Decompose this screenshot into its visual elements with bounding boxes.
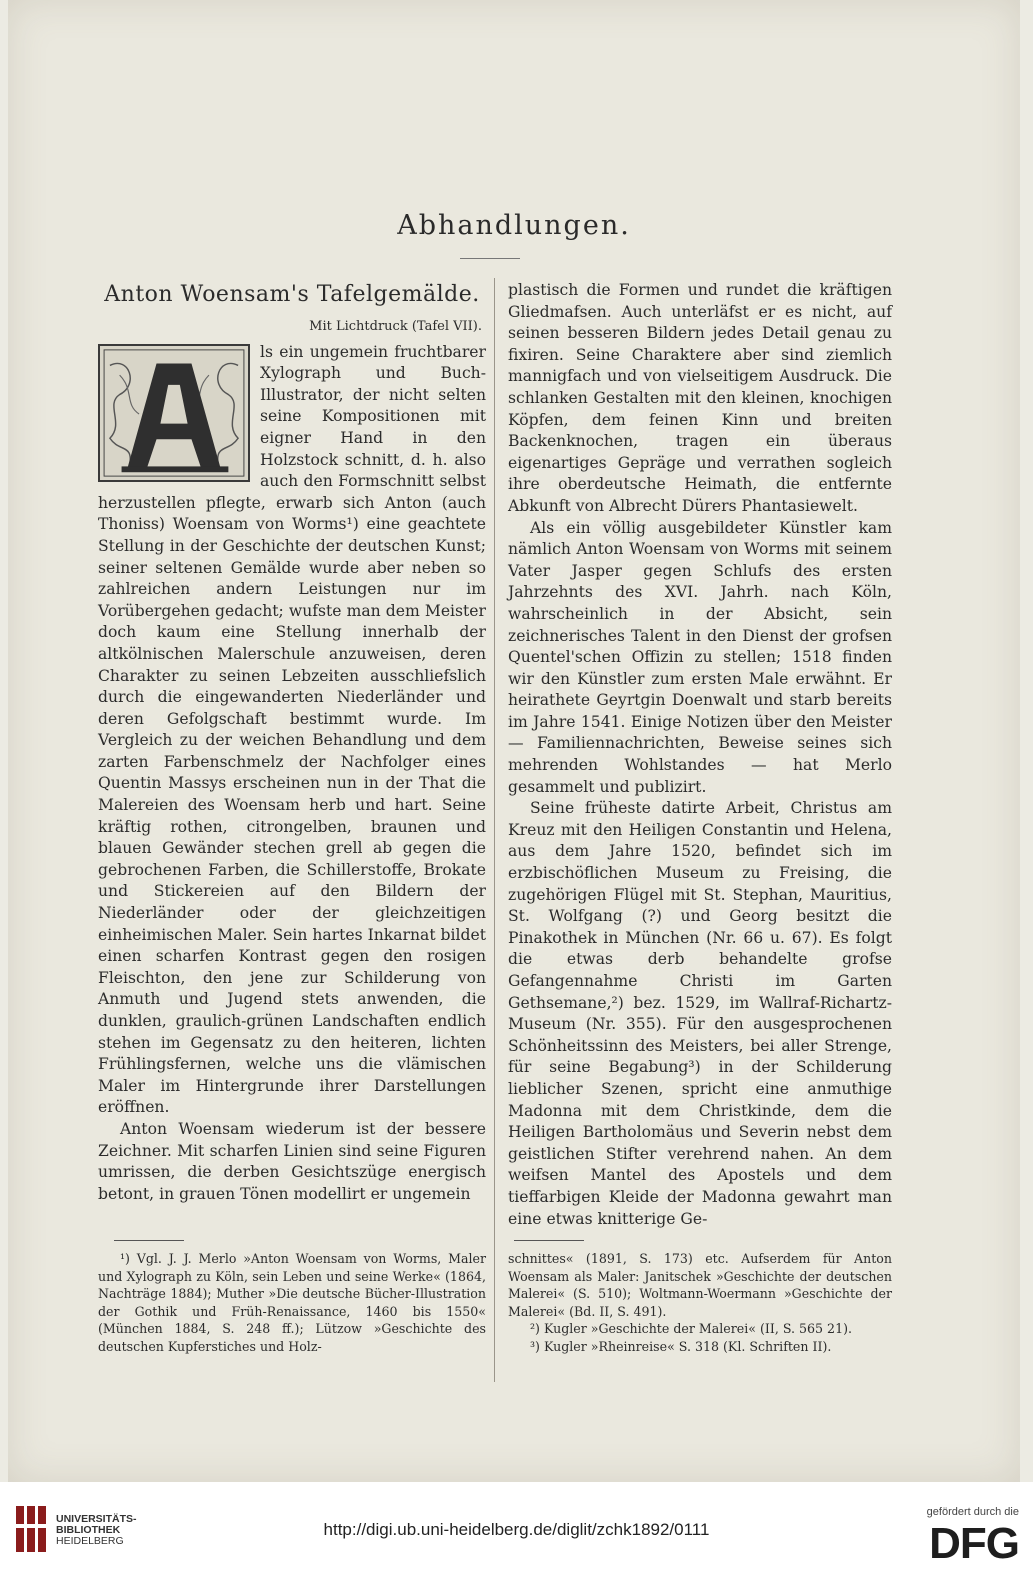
dfg-logo: DFG <box>929 1519 1019 1568</box>
document-page <box>8 0 1020 1482</box>
body-paragraph: plastisch die Formen und rundet die kräftigen Gliedmafsen. Auch unterläfst er es nicht, auf seinen besseren Bildern jedes Detail genau zu fixiren. Seine Charaktere aber sind ziemlich mannigfach und von vielseitigem Ausdruck. Die schlanken Gestalten mit den kleinen, knochigen Köpfen, dem feinen Kinn und breiten Backenknochen, tragen ein überaus eigenartiges Gepräge und verrathen sogleich ihre oberdeutsche Heimath, die entfernte Abkunft von Albrecht Dürers Phantasiewelt. <box>508 281 892 515</box>
footnote: ³) Kugler »Rheinreise« S. 318 (Kl. Schriften II). <box>530 1338 832 1354</box>
footnote-rule <box>114 1240 184 1241</box>
funding-caption: gefördert durch die <box>926 1506 1019 1518</box>
left-column <box>98 280 486 1205</box>
library-line: UNIVERSITÄTS- <box>56 1513 137 1525</box>
column-divider <box>494 278 495 1382</box>
footnote: schnittes« (1891, S. 173) etc. Aufserdem für Anton Woensam als Maler: Janitschek »Geschichte der deutschen Malerei« (S. 510); Woltmann-Woermann »Geschichte der Malerei« (Bd. II, S. 491). <box>508 1251 892 1319</box>
permalink-url[interactable]: http://digi.ub.uni-heidelberg.de/diglit/zchk1892/0111 <box>323 1520 710 1539</box>
footnotes-left <box>98 1250 486 1356</box>
decorated-initial-icon <box>98 344 250 482</box>
footnote: ¹) Vgl. J. J. Merlo »Anton Woensam von Worms, Maler und Xylograph zu Köln, sein Leben und seine Werke« (1864, Nachträge 1884); Muther »Die deutsche Bücher-Illustration der Gothik und Früh-Renaissance, 1460 bis 1550« (München 1884, S. 248 ff.); Lützow »Geschichte des deutschen Kupferstiches und Holz- <box>98 1251 486 1354</box>
library-line: BIBLIOTHEK <box>56 1524 121 1536</box>
library-line: HEIDELBERG <box>56 1535 124 1547</box>
right-column <box>508 280 892 1230</box>
section-heading: Abhandlungen. <box>397 210 631 241</box>
body-paragraph: Seine früheste datirte Arbeit, Christus am Kreuz mit den Heiligen Constantin und Helena, aus dem Jahre 1520, befindet sich im erzbischöflichen Museum zu Freising, die zugehörigen Flügel mit St. Stephan, Mauritius, St. Wolfgang (?) und Georg besitzt die Pinakothek in München (Nr. 66 u. 67). Es folgt die etwas derb behandelte grofse Gefangennahme Christi im Garten Gethsemane,²) bez. 1529, im Wallraf-Richartz-Museum (Nr. 355). Für den ausgesprochenen Schönheitssinn des Meisters, bei aller Strenge, für seine Begabung³) in der Schilderung lieblicher Szenen, spricht eine anmuthige Madonna mit dem Christkinde, dem die Heiligen Bartholomäus und Severin nebst dem geistlichen Stifter verehrend nahen. An dem weifsen Mantel des Apostels und dem tieffarbigen Kleide der Madonna gewahrt man eine etwas knitterige Ge- <box>508 799 892 1228</box>
article-subtitle: Mit Lichtdruck (Tafel VII). <box>309 319 482 334</box>
article-title: Anton Woensam's Tafelgemälde. <box>104 282 480 307</box>
footnotes-right <box>508 1250 892 1356</box>
body-paragraph: Anton Woensam wiederum ist der bessere Zeichner. Mit scharfen Linien sind seine Figuren umrissen, die derben Gesichtszüge energisch betont, in grauen Tönen modellirt er ungemein <box>98 1119 486 1203</box>
ornament-initial-graphic <box>100 346 248 480</box>
body-paragraph: Als ein völlig ausgebildeter Künstler kam nämlich Anton Woensam von Worms mit seinem Vater Jasper gegen Schlufs des ersten Jahrzehnts des XVI. Jahrh. nach Köln, wahrscheinlich in der Absicht, sein zeichnerisches Talent in den Dienst der grofsen Quentel'schen Offizin zu stellen; 1518 finden wir den Künstler zum ersten Male erwähnt. Er heirathete Geyrtgin Doenwalt und starb bereits im Jahre 1541. Einige Notizen über den Meister — Familiennachrichten, Beweise seines sich mehrenden Wohlstandes — hat Merlo gesammelt und publizirt. <box>508 518 892 796</box>
heading-rule <box>460 258 520 259</box>
footnote-rule <box>514 1240 584 1241</box>
viewer-footer <box>0 1482 1033 1580</box>
body-paragraph: ls ein ungemein fruchtbarer Xylograph und Buch-Illustrator, der nicht selten seine Kompositionen mit eigner Hand in den Holzstock schnitt, d. h. also auch den Formschnitt selbst herzustellen pflegte, erwarb sich Anton (auch Thoniss) Woensam von Worms¹) eine geachtete Stellung in der Geschichte der deutschen Kunst; seiner seltenen Gemälde wurde aber neben so zahlreichen andern Leistungen nur im Vorübergehen gedacht; wufste man dem Meister doch kaum eine Stellung innerhalb der altkölnischen Malerschule anzuweisen, deren Charakter zu seinen Lebzeiten ausschliefslich durch die eingewanderten Niederländer und deren Gefolgschaft bestimmt wurde. Im Vergleich zu der weichen Behandlung und dem zarten Farbenschmelz der Nachfolger eines Quentin Massys erscheinen nun in der That die Malereien des Woensam herb und hart. Seine kräftig rothen, citrongelben, braunen und blauen Gewänder stechen grell ab gegen die gebrochenen Farben, die Schillerstoffe, Brokate und Stickereien auf den Bildern der Niederländer oder der gleichzeitigen einheimischen Maler. Sein hartes Inkarnat bildet einen scharfen Kontrast gegen den rosigen Fleischton, den jene zur Schilderung von Anmuth und Jugend stets anwenden, die dunklen, graulich-grünen Landschaften endlich stehen im Gegensatz zu den heiteren, lichten Frühlingsfernen, welche uns die vlämischen Maler im Hintergrunde ihrer Darstellungen eröffnen. <box>98 342 486 1117</box>
footnote: ²) Kugler »Geschichte der Malerei« (II, S. 565 21). <box>530 1321 852 1337</box>
